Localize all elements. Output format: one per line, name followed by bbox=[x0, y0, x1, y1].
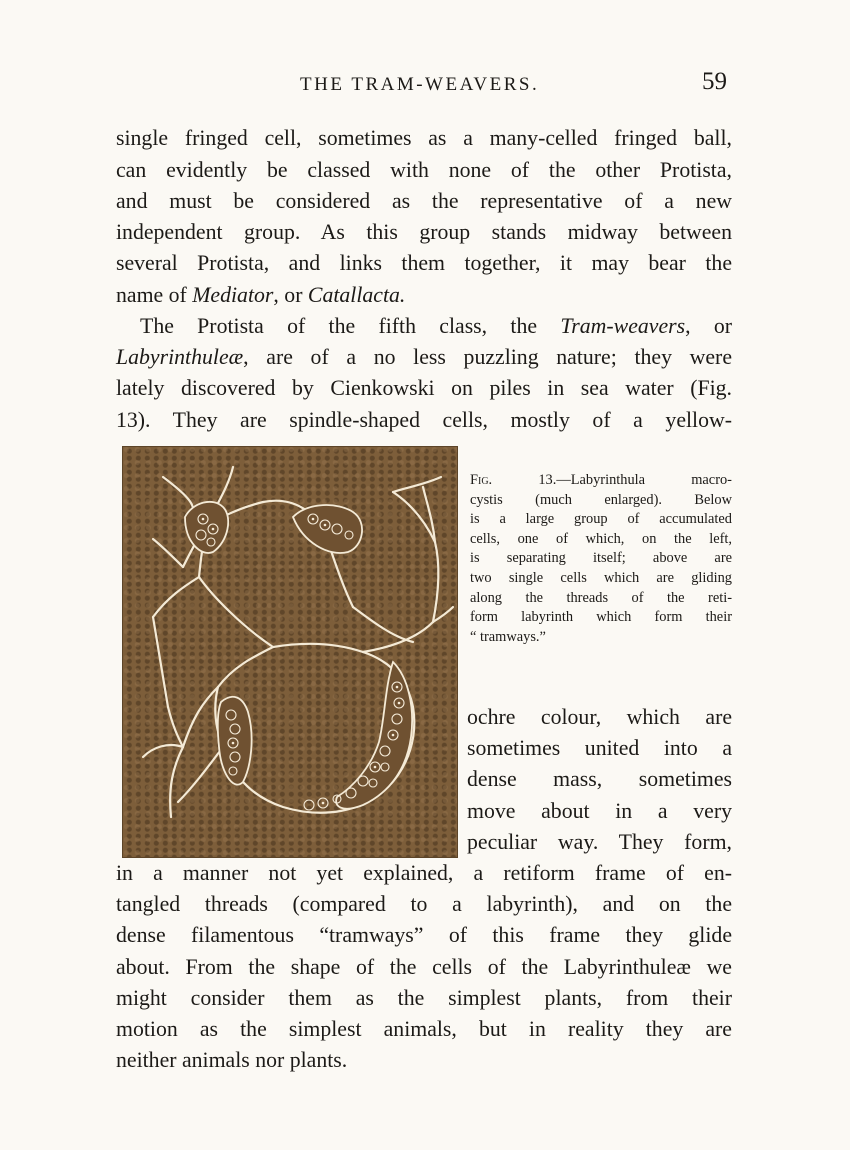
text-line bbox=[116, 342, 732, 372]
caption-line: along the threads of the reti- bbox=[470, 589, 732, 606]
text-line: dense filamentous “tramways” of this frame they glide bbox=[116, 923, 732, 947]
caption-line: two single cells which are gliding bbox=[470, 569, 732, 586]
caption-text: —Labyrinthula macro- bbox=[556, 472, 732, 488]
caption-line: is a large group of accumulated bbox=[470, 511, 732, 528]
text-line: and must be considered as the representative of a new bbox=[116, 189, 732, 213]
text-line: can evidently be classed with none of the other Protista, bbox=[116, 158, 732, 182]
caption-line: is separating itself; above are bbox=[470, 550, 732, 567]
text-line: 13). They are spindle-shaped cells, mostly of a yellow- bbox=[116, 408, 732, 432]
caption-line: cells, one of which, on the left, bbox=[470, 530, 732, 547]
text-line: dense mass, sometimes bbox=[467, 767, 732, 791]
italic-term: Tram-weavers bbox=[560, 314, 686, 338]
text-line: ochre colour, which are bbox=[467, 705, 732, 729]
text-line: tangled threads (compared to a labyrinth), and on the bbox=[116, 892, 732, 916]
caption-line: form labyrinth which form their bbox=[470, 609, 732, 626]
text-span: The Protista of the fifth class, the bbox=[140, 314, 561, 338]
figure-label: Fig. 13. bbox=[470, 472, 557, 488]
italic-term: Mediator bbox=[192, 283, 274, 307]
text-line: motion as the simplest animals, but in reality they are bbox=[116, 1017, 732, 1041]
text-line: single fringed cell, sometimes as a many-celled fringed ball, bbox=[116, 126, 732, 150]
text-span: , are of a no less puzzling nature; they were bbox=[243, 345, 732, 369]
text-line: might consider them as the simplest plants, from their bbox=[116, 986, 732, 1010]
italic-term: Labyrinthuleæ bbox=[116, 345, 244, 369]
running-head bbox=[0, 70, 850, 104]
caption-line bbox=[470, 471, 732, 491]
text-line: move about in a very bbox=[467, 799, 732, 823]
text-line: neither animals nor plants. bbox=[116, 1048, 348, 1072]
text-line: in a manner not yet explained, a retiform frame of en- bbox=[116, 861, 732, 885]
labyrinthula-engraving bbox=[123, 447, 457, 857]
text-line: sometimes united into a bbox=[467, 736, 732, 760]
text-span: , or bbox=[273, 283, 308, 307]
text-line: several Protista, and links them together, it may bear the bbox=[116, 251, 732, 275]
text-line: peculiar way. They form, bbox=[467, 830, 732, 854]
figure-illustration bbox=[122, 446, 458, 858]
text-line: independent group. As this group stands midway between bbox=[116, 220, 732, 244]
text-line bbox=[140, 311, 732, 341]
italic-term: Catallacta. bbox=[307, 283, 406, 307]
text-span: , or bbox=[685, 314, 732, 338]
caption-line: “ tramways.” bbox=[470, 628, 546, 645]
text-line bbox=[116, 280, 732, 310]
text-line: about. From the shape of the cells of the Labyrinthuleæ we bbox=[116, 955, 732, 979]
text-span: name of bbox=[116, 283, 193, 307]
page-number: 59 bbox=[702, 68, 727, 95]
text-line: lately discovered by Cienkowski on piles in sea water (Fig. bbox=[116, 376, 732, 400]
figure-caption bbox=[470, 471, 732, 647]
caption-line: cystis (much enlarged). Below bbox=[470, 491, 732, 508]
running-title: THE TRAM-WEAVERS. bbox=[300, 74, 540, 95]
